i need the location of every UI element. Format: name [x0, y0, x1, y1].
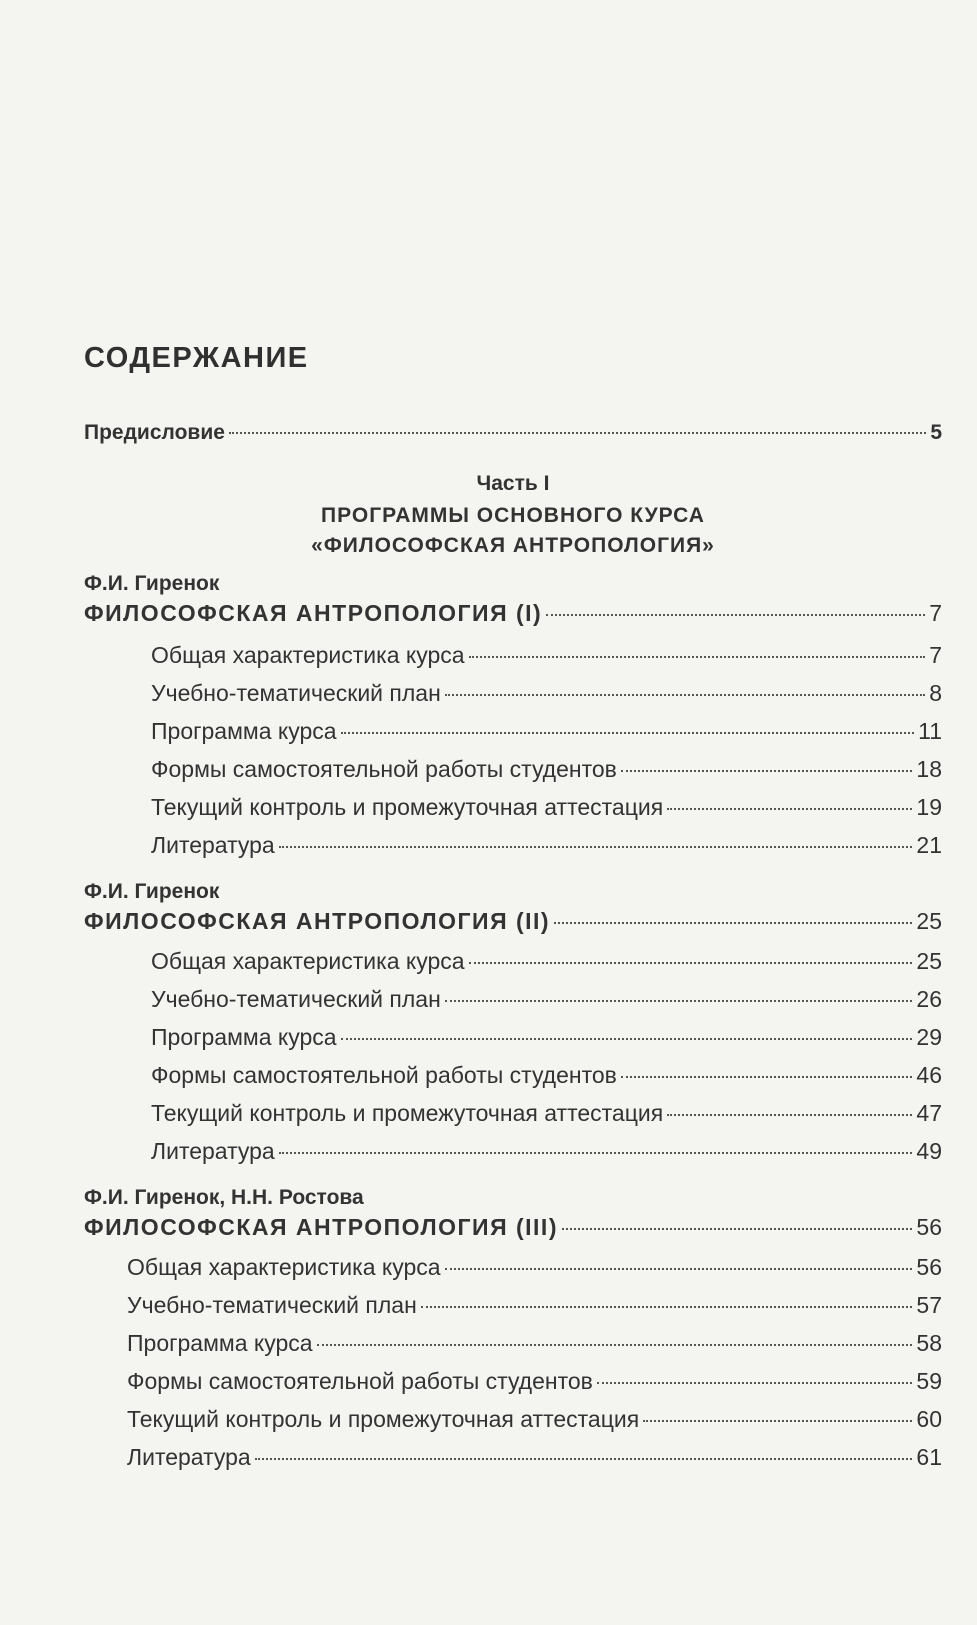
dot-leader: [421, 1306, 913, 1308]
toc-entry-label: Литература: [151, 832, 275, 858]
dot-leader: [621, 770, 913, 772]
toc-page-number: 46: [916, 1062, 942, 1088]
toc-entry[interactable]: [151, 1098, 942, 1128]
toc-entry-label: Общая характеристика курса: [127, 1254, 441, 1280]
dot-leader: [554, 922, 912, 924]
toc-page-number: 49: [916, 1138, 942, 1164]
toc-entry[interactable]: [127, 1252, 942, 1282]
toc-entry[interactable]: [151, 830, 942, 860]
dot-leader: [279, 846, 913, 848]
part-title-line2: «ФИЛОСОФСКАЯ АНТРОПОЛОГИЯ»: [311, 534, 715, 557]
toc-entry-label: Программа курса: [151, 718, 337, 744]
dot-leader: [562, 1228, 912, 1230]
toc-entry-label: Общая характеристика курса: [151, 642, 465, 668]
toc-page-number: 25: [916, 908, 942, 934]
toc-page-number: 57: [916, 1292, 942, 1318]
toc-entry-label: Литература: [127, 1444, 251, 1470]
toc-entry[interactable]: [151, 678, 942, 708]
toc-entry-label: Учебно-тематический план: [127, 1292, 417, 1318]
toc-entry-label: Программа курса: [127, 1330, 313, 1356]
dot-leader: [597, 1382, 913, 1384]
toc-entry-label: Формы самостоятельной работы студентов: [151, 1062, 617, 1088]
toc-entry-label: Учебно-тематический план: [151, 680, 441, 706]
toc-page-number: 11: [918, 718, 942, 744]
toc-entry-label: Текущий контроль и промежуточная аттестация: [127, 1406, 640, 1432]
toc-page-number: 26: [916, 986, 942, 1012]
toc-entry-label: Общая характеристика курса: [151, 948, 465, 974]
toc-entry-label: Формы самостоятельной работы студентов: [151, 756, 617, 782]
toc-page-number: 25: [916, 948, 942, 974]
section-author: Ф.И. Гиренок, Н.Н. Ростова: [84, 1186, 364, 1209]
dot-leader: [667, 1114, 912, 1116]
toc-page-number: 19: [916, 794, 942, 820]
dot-leader: [445, 694, 925, 696]
dot-leader: [341, 732, 915, 734]
toc-entry-preface[interactable]: [84, 418, 942, 448]
toc-page-number: 18: [916, 756, 942, 782]
dot-leader: [546, 614, 925, 616]
toc-page-number: 8: [929, 680, 942, 706]
toc-entry-label: Текущий контроль и промежуточная аттестация: [151, 794, 664, 820]
dot-leader: [317, 1344, 913, 1346]
toc-section-entry[interactable]: [84, 598, 942, 628]
toc-page-number: 5: [930, 421, 942, 444]
toc-entry-label: Учебно-тематический план: [151, 986, 441, 1012]
toc-entry[interactable]: [151, 1022, 942, 1052]
dot-leader: [469, 656, 926, 658]
toc-page-number: 7: [929, 600, 942, 626]
toc-section-title: ФИЛОСОФСКАЯ АНТРОПОЛОГИЯ (II): [84, 908, 551, 934]
toc-entry-label: Программа курса: [151, 1024, 337, 1050]
toc-page-number: 29: [916, 1024, 942, 1050]
dot-leader: [667, 808, 912, 810]
part-title-line1: ПРОГРАММЫ ОСНОВНОГО КУРСА: [321, 504, 705, 527]
toc-entry-label: Предисловие: [84, 421, 225, 444]
toc-entry[interactable]: [127, 1290, 942, 1320]
toc-entry[interactable]: [151, 754, 942, 784]
toc-page-number: 7: [929, 642, 942, 668]
toc-entry-label: Литература: [151, 1138, 275, 1164]
toc-entry[interactable]: [151, 1136, 942, 1166]
toc-entry[interactable]: [151, 792, 942, 822]
toc-page-number: 47: [916, 1100, 942, 1126]
dot-leader: [469, 962, 913, 964]
dot-leader: [445, 1268, 913, 1270]
toc-entry[interactable]: [151, 716, 942, 746]
section-author: Ф.И. Гиренок: [84, 880, 220, 903]
toc-section-entry[interactable]: [84, 906, 942, 936]
dot-leader: [643, 1420, 912, 1422]
dot-leader: [445, 1000, 913, 1002]
toc-entry[interactable]: [151, 946, 942, 976]
toc-page-number: 59: [916, 1368, 942, 1394]
toc-entry[interactable]: [127, 1328, 942, 1358]
toc-entry[interactable]: [151, 640, 942, 670]
toc-page-number: 56: [916, 1254, 942, 1280]
toc-page-number: 61: [916, 1444, 942, 1470]
toc-page-number: 60: [916, 1406, 942, 1432]
part-number: Часть I: [476, 472, 550, 495]
toc-entry[interactable]: [127, 1442, 942, 1472]
toc-entry-label: Текущий контроль и промежуточная аттестация: [151, 1100, 664, 1126]
toc-page-number: 21: [916, 832, 942, 858]
dot-leader: [279, 1152, 913, 1154]
toc-entry[interactable]: [127, 1404, 942, 1434]
toc-section-title: ФИЛОСОФСКАЯ АНТРОПОЛОГИЯ (III): [84, 1214, 558, 1240]
dot-leader: [621, 1076, 913, 1078]
section-author: Ф.И. Гиренок: [84, 572, 220, 595]
toc-entry[interactable]: [151, 984, 942, 1014]
toc-entry[interactable]: [127, 1366, 942, 1396]
dot-leader: [341, 1038, 913, 1040]
dot-leader: [255, 1458, 913, 1460]
dot-leader: [229, 432, 926, 434]
toc-section-title: ФИЛОСОФСКАЯ АНТРОПОЛОГИЯ (I): [84, 600, 543, 626]
toc-page-number: 58: [916, 1330, 942, 1356]
toc-page-number: 56: [916, 1214, 942, 1240]
toc-entry-label: Формы самостоятельной работы студентов: [127, 1368, 593, 1394]
toc-entry[interactable]: [151, 1060, 942, 1090]
toc-section-entry[interactable]: [84, 1212, 942, 1242]
page-title: СОДЕРЖАНИЕ: [84, 342, 309, 374]
